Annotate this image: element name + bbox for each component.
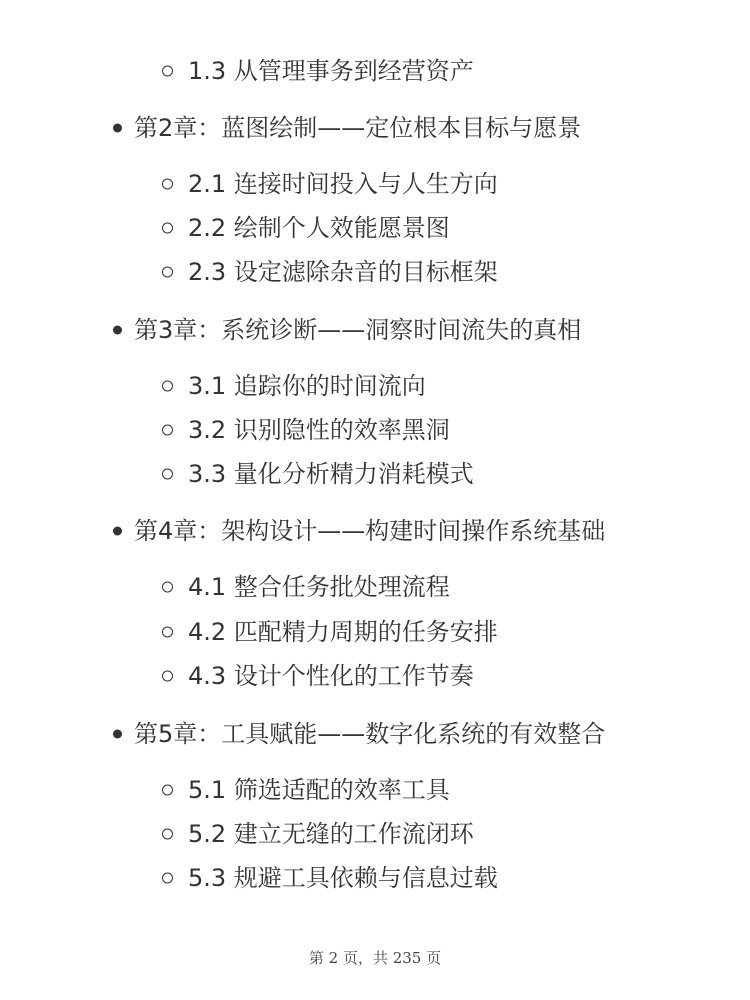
toc-section-label: 5.1 筛选适配的效率工具 (188, 776, 450, 804)
toc-section-item (0, 770, 750, 810)
toc-section-label: 2.2 绘制个人效能愿景图 (188, 214, 450, 242)
toc-chapter-item (0, 108, 750, 148)
toc-chapter-item (0, 310, 750, 350)
toc-chapter-item (0, 714, 750, 754)
toc-section-item (0, 612, 750, 652)
hollow-circle-bullet-icon (162, 785, 173, 796)
toc-chapter-label: 第3章：系统诊断——洞察时间流失的真相 (134, 316, 582, 344)
page-number-footer: 第 2 页，共 235 页 (308, 949, 442, 967)
toc-section-item (0, 366, 750, 406)
hollow-circle-bullet-icon (162, 469, 173, 480)
toc-section-item (0, 454, 750, 494)
toc-section-label: 3.3 量化分析精力消耗模式 (188, 460, 474, 488)
toc-chapter-label: 第4章：架构设计——构建时间操作系统基础 (134, 517, 606, 545)
hollow-circle-bullet-icon (162, 179, 173, 190)
hollow-circle-bullet-icon (162, 873, 173, 884)
toc-section-label: 3.1 追踪你的时间流向 (188, 372, 426, 400)
toc-section-item (0, 858, 750, 898)
toc-section-item (0, 656, 750, 696)
hollow-circle-bullet-icon (162, 223, 173, 234)
toc-chapter-label: 第2章：蓝图绘制——定位根本目标与愿景 (134, 114, 582, 142)
toc-section-item (0, 51, 750, 91)
toc-section-label: 5.2 建立无缝的工作流闭环 (188, 820, 474, 848)
hollow-circle-bullet-icon (162, 829, 173, 840)
toc-section-label: 5.3 规避工具依赖与信息过载 (188, 864, 498, 892)
toc-section-item (0, 208, 750, 248)
toc-section-label: 4.2 匹配精力周期的任务安排 (188, 618, 498, 646)
filled-circle-bullet-icon (113, 730, 122, 739)
filled-circle-bullet-icon (113, 124, 122, 133)
toc-section-label: 3.2 识别隐性的效率黑洞 (188, 416, 450, 444)
filled-circle-bullet-icon (113, 527, 122, 536)
filled-circle-bullet-icon (113, 326, 122, 335)
toc-section-item (0, 567, 750, 607)
hollow-circle-bullet-icon (162, 381, 173, 392)
hollow-circle-bullet-icon (162, 627, 173, 638)
toc-section-label: 4.3 设计个性化的工作节奏 (188, 662, 474, 690)
hollow-circle-bullet-icon (162, 582, 173, 593)
hollow-circle-bullet-icon (162, 66, 173, 77)
toc-section-item (0, 814, 750, 854)
hollow-circle-bullet-icon (162, 425, 173, 436)
toc-section-label: 2.1 连接时间投入与人生方向 (188, 170, 498, 198)
toc-section-item (0, 410, 750, 450)
hollow-circle-bullet-icon (162, 267, 173, 278)
toc-chapter-item (0, 511, 750, 551)
toc-section-label: 4.1 整合任务批处理流程 (188, 573, 450, 601)
toc-section-item (0, 252, 750, 292)
hollow-circle-bullet-icon (162, 671, 173, 682)
toc-section-item (0, 164, 750, 204)
toc-chapter-label: 第5章：工具赋能——数字化系统的有效整合 (134, 720, 606, 748)
toc-section-label: 1.3 从管理事务到经营资产 (188, 57, 474, 85)
toc-section-label: 2.3 设定滤除杂音的目标框架 (188, 258, 498, 286)
